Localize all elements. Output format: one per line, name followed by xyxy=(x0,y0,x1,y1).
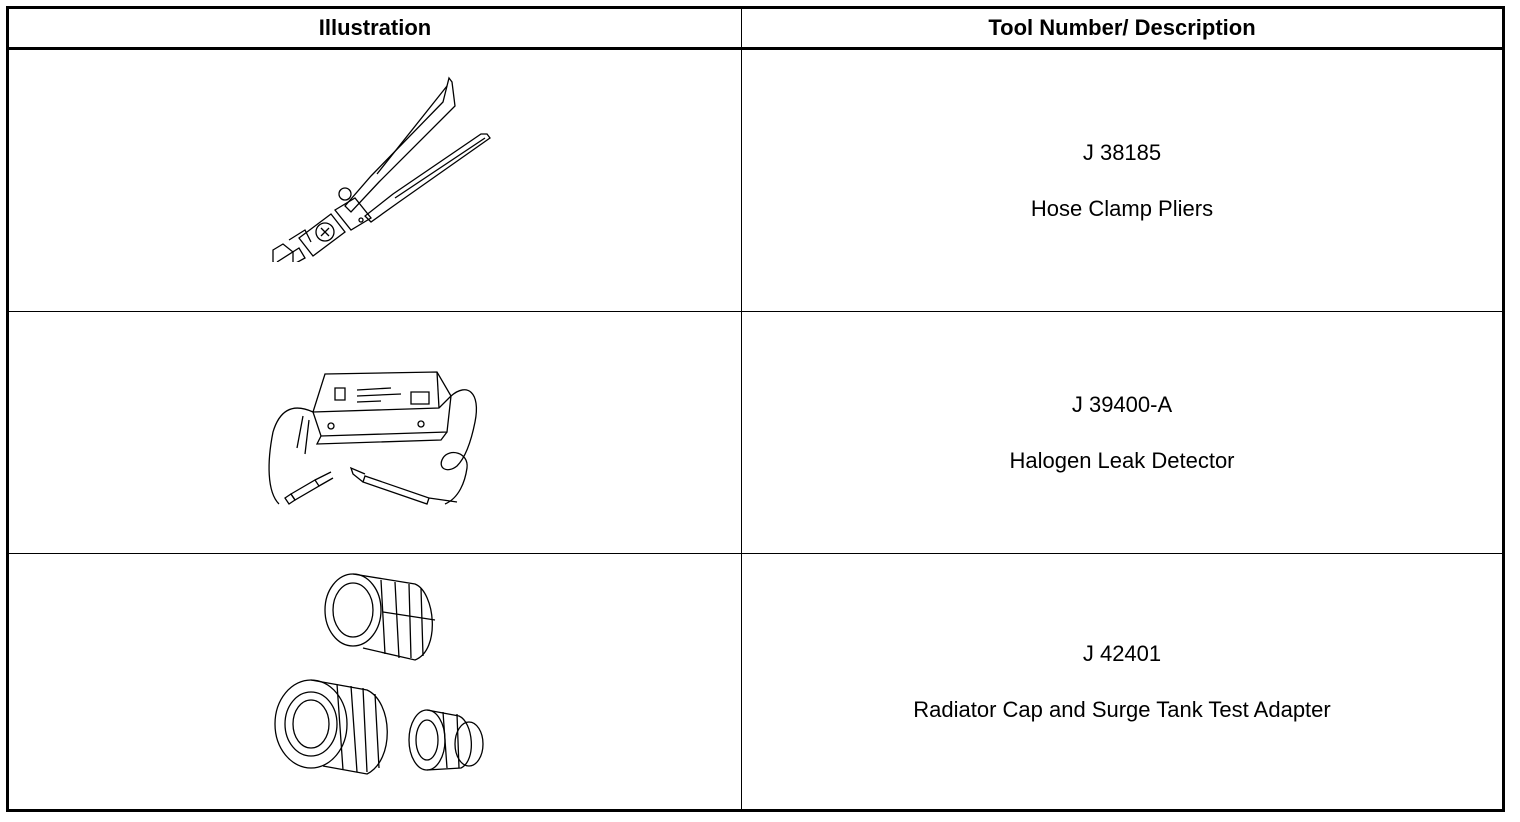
tool-number: J 42401 xyxy=(1082,640,1162,666)
tool-number: J 38185 xyxy=(1082,139,1162,165)
tool-description: Halogen Leak Detector xyxy=(1009,447,1235,473)
table-row xyxy=(9,311,1502,553)
radiator-cap-adapter-icon xyxy=(263,562,493,790)
header-tool-description: Tool Number/ Description xyxy=(988,15,1256,40)
description-cell xyxy=(742,312,1502,553)
tool-number: J 39400-A xyxy=(1071,391,1173,417)
illustration-cell xyxy=(9,50,741,311)
hose-clamp-pliers-icon xyxy=(259,72,499,262)
description-cell xyxy=(742,554,1502,809)
halogen-leak-detector-icon xyxy=(261,362,501,512)
table-row xyxy=(9,49,1502,311)
illustration-cell xyxy=(9,312,741,553)
illustration-cell xyxy=(9,554,741,809)
tool-table xyxy=(6,6,1505,812)
description-cell xyxy=(742,50,1502,311)
tool-description: Radiator Cap and Surge Tank Test Adapter xyxy=(913,696,1331,722)
table-header-row xyxy=(9,9,1502,49)
header-illustration: Illustration xyxy=(318,15,432,40)
table-row xyxy=(9,553,1502,809)
tool-description: Hose Clamp Pliers xyxy=(1030,195,1214,221)
